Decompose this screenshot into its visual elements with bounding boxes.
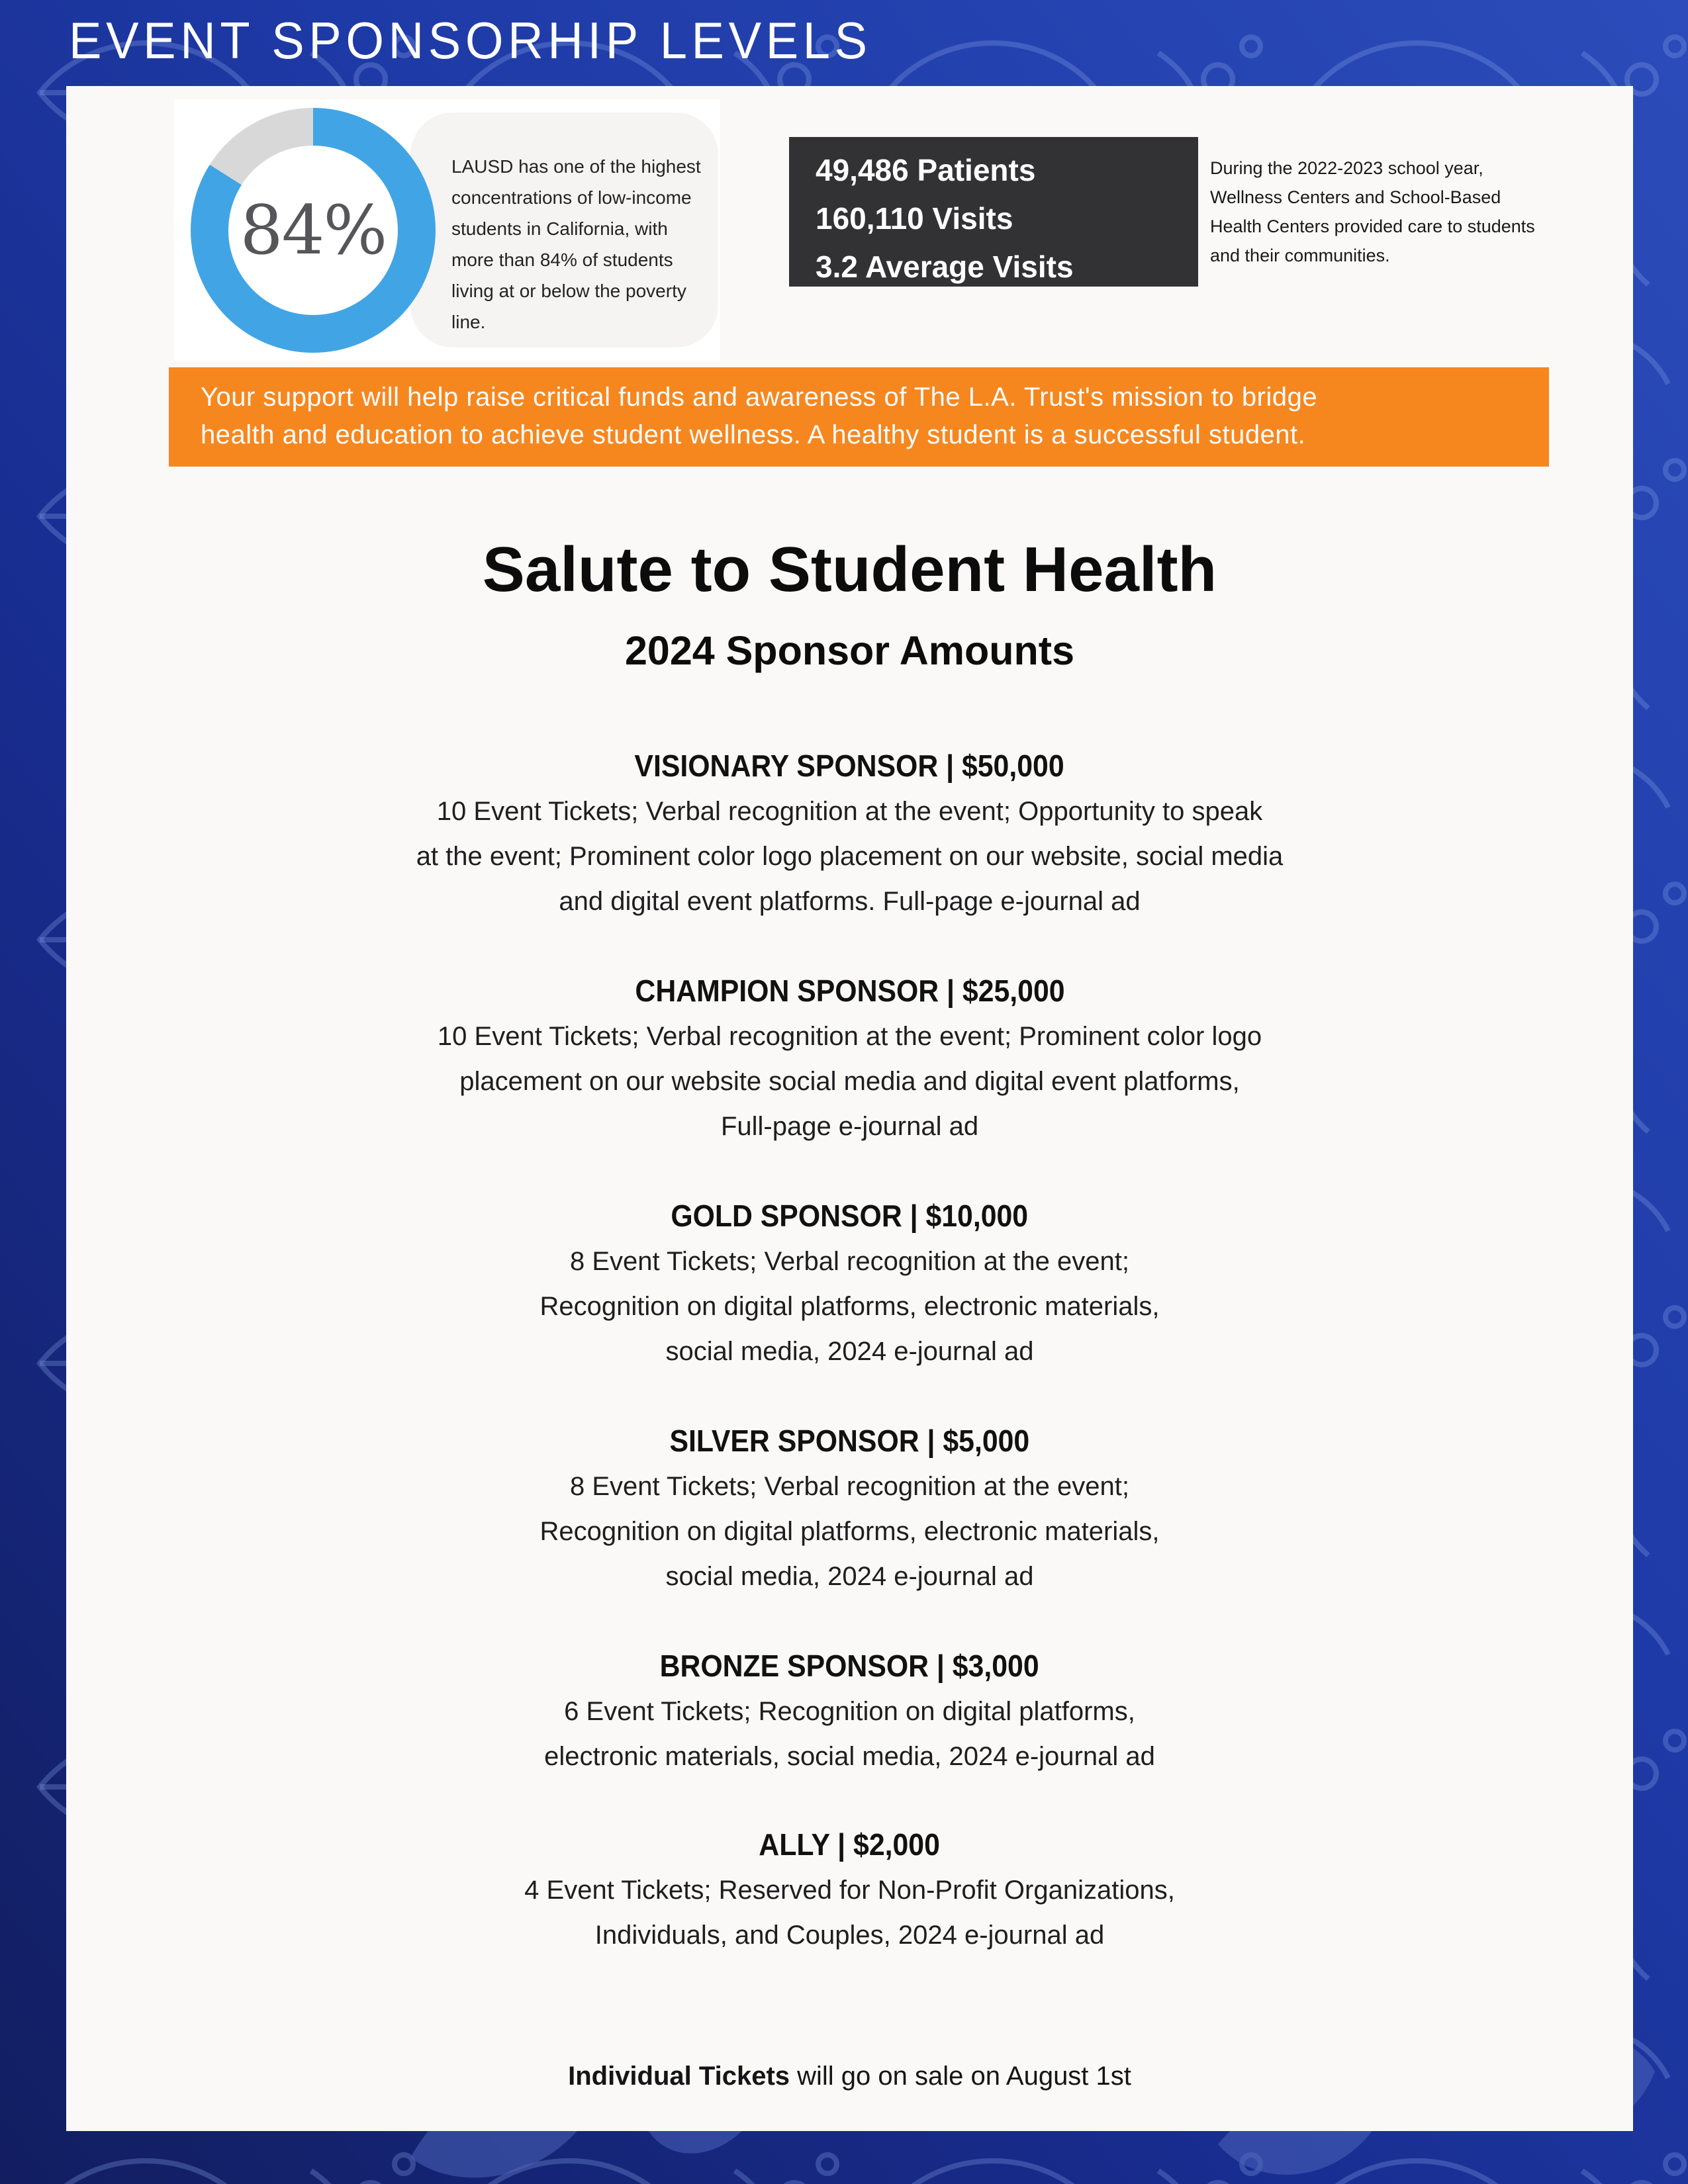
sponsor-detail-line: Recognition on digital platforms, electronic materials, [539,1292,1160,1321]
sponsor-heading: SILVER SPONSOR | $5,000 [669,1424,1030,1458]
donut-percent-label: 84% [240,191,387,270]
stat-average-visits: 3.2 Average Visits [816,250,1074,284]
sponsor-heading: ALLY | $2,000 [759,1827,941,1862]
sponsor-detail-line: Full-page e-journal ad [720,1112,979,1141]
sponsor-detail-line: Individuals, and Couples, 2024 e-journal ad [594,1921,1105,1950]
support-banner-line: Your support will help raise critical funds and awareness of The L.A. Trust's mission to bridge [201,383,1318,412]
school-year-text-block [1210,154,1551,270]
sponsor-detail-line: 10 Event Tickets; Verbal recognition at the event; Prominent color logo [437,1022,1262,1051]
event-subtitle: 2024 Sponsor Amounts [624,628,1075,673]
individual-tickets-note [66,2062,1633,2091]
individual-tickets-bold: Individual Tickets [568,2062,790,2091]
sponsor-heading: CHAMPION SPONSOR | $25,000 [634,974,1065,1008]
sponsor-section-visionary [66,748,1633,924]
stat-visits: 160,110 Visits [816,201,1013,236]
sponsor-heading: VISIONARY SPONSOR | $50,000 [634,749,1065,783]
donut-hole [228,146,398,315]
sponsor-detail-line: social media, 2024 e-journal ad [665,1562,1034,1591]
sponsor-detail-line: 8 Event Tickets; Verbal recognition at the event; [570,1472,1129,1501]
sponsor-heading: GOLD SPONSOR | $10,000 [671,1199,1029,1233]
lausd-text-card [410,113,718,347]
sponsor-heading: BRONZE SPONSOR | $3,000 [659,1649,1040,1683]
stat-patients: 49,486 Patients [816,153,1036,187]
lausd-text: LAUSD has one of the highest concentrations of low-income students in California, with more than 84% of students living at or below the poverty line. [451,156,701,332]
sponsor-detail-line: placement on our website social media and digital event platforms, [459,1067,1240,1096]
sponsor-detail-line: at the event; Prominent color logo placement on our website, social media [416,842,1284,871]
header-band [0,0,1688,86]
sponsor-detail-line: social media, 2024 e-journal ad [665,1337,1034,1366]
sponsor-detail-line: and digital event platforms. Full-page e-journal ad [559,887,1141,916]
sponsor-section-silver [66,1423,1633,1599]
sponsor-section-ally [66,1827,1633,1958]
support-banner [169,367,1549,467]
sponsor-section-champion [66,973,1633,1149]
sponsor-detail-line: electronic materials, social media, 2024 e-journal ad [544,1742,1155,1771]
sponsor-detail-line: Recognition on digital platforms, electronic materials, [539,1517,1160,1546]
sponsor-section-gold [66,1198,1633,1374]
content-panel [66,86,1633,2131]
sponsor-detail-line: 8 Event Tickets; Verbal recognition at the event; [570,1247,1129,1276]
sponsor-detail-line: 4 Event Tickets; Reserved for Non-Profit Organizations, [524,1876,1175,1905]
page-title: EVENT SPONSORHIP LEVELS [69,11,872,69]
sponsor-detail-line: 10 Event Tickets; Verbal recognition at the event; Opportunity to speak [436,797,1263,826]
sponsor-detail-line: 6 Event Tickets; Recognition on digital platforms, [564,1697,1135,1726]
support-banner-line: health and education to achieve student wellness. A healthy student is a successful student. [201,420,1306,449]
individual-tickets-rest: will go on sale on August 1st [790,2062,1131,2091]
stats-box [789,137,1198,287]
sponsor-section-bronze [66,1648,1633,1779]
event-title: Salute to Student Health [482,534,1217,605]
donut-chart [191,108,436,353]
school-year-text: During the 2022-2023 school year, Wellness Centers and School-Based Health Centers provided care to students and their communities. [1210,158,1535,265]
